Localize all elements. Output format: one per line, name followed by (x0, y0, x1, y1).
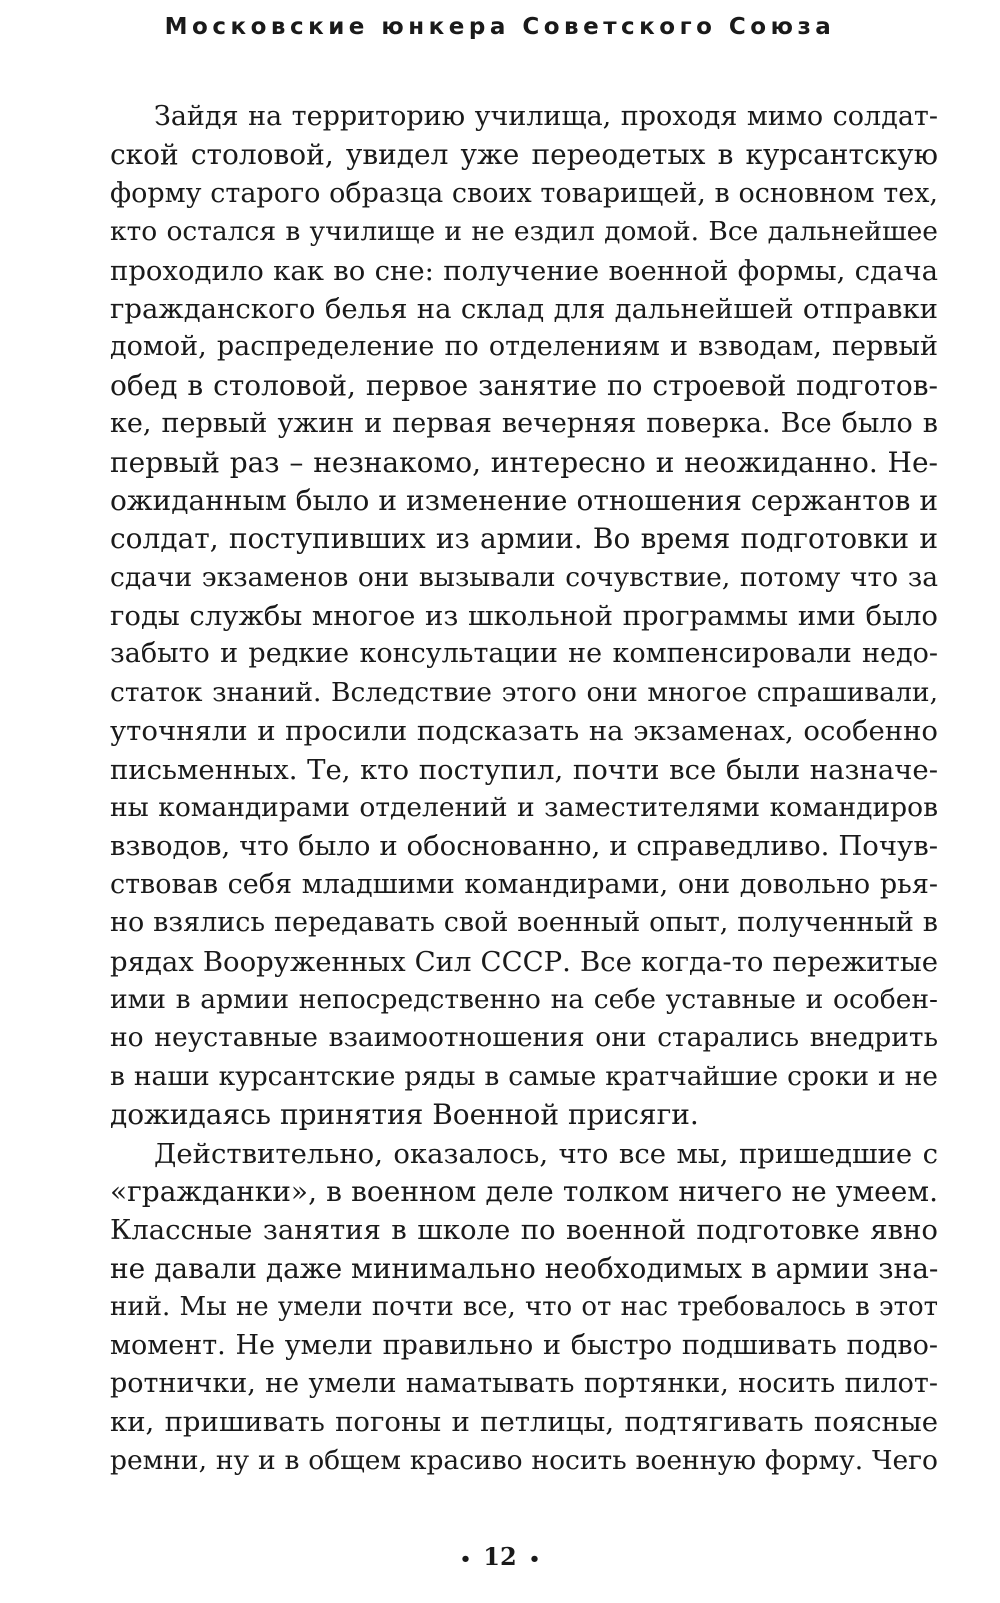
text-line: но неуставные взаимоотношения они старались внедрить (110, 1022, 938, 1054)
text-line: сдачи экзаменов они вызывали сочувствие, потому что за (110, 561, 938, 593)
text-line: ний. Мы не умели почти все, что от нас требовалось в этот (110, 1292, 938, 1323)
body-text (110, 98, 938, 1480)
text-line: забыто и редкие консультации не компенсировали недо- (110, 638, 938, 670)
text-line: гражданского белья на склад для дальнейшей отправки (110, 292, 938, 325)
text-line: домой, распределение по отделениям и взводам, первый (110, 331, 938, 363)
text-line: солдат, поступивших из армии. Во время подготовки и (110, 522, 938, 556)
text-line: уточняли и просили подсказать на экзаменах, особенно (110, 715, 938, 748)
text-line: форму старого образца своих товарищей, в основном тех, (110, 177, 938, 209)
text-line: ны командирами отделений и заместителями командиров (110, 792, 938, 824)
paragraph-1 (110, 98, 938, 1135)
text-line: обед в столовой, первое занятие по строевой подготов- (110, 368, 938, 402)
text-line: годы службы многое из школьной программы ими было (110, 600, 938, 633)
footer-dot-right: • (528, 1549, 541, 1570)
text-line: «гражданки», в военном деле толком ничего не умеем. (110, 1174, 938, 1208)
text-line: ремни, ну и в общем красиво носить военную форму. Чего (110, 1444, 938, 1476)
text-line: ки, пришивать погоны и петлицы, подтягивать поясные (110, 1406, 938, 1439)
text-line: ской столовой, увидел уже переодетых в курсантскую (110, 138, 938, 172)
text-line: Действительно, оказалось, что все мы, пришедшие с (154, 1137, 938, 1170)
text-line: проходило как во сне: получение военной формы, сдача (110, 254, 938, 287)
text-line: момент. Не умели правильно и быстро подшивать подво- (110, 1329, 938, 1361)
text-line: статок знаний. Вследствие этого они многое спрашивали, (110, 676, 938, 708)
page-number: 12 (483, 1542, 517, 1571)
text-line: Зайдя на территорию училища, проходя мимо солдат- (154, 101, 938, 132)
text-line: ствовав себя младшими командирами, они довольно рья- (110, 868, 938, 900)
text-line: первый раз – незнакомо, интересно и неожиданно. Не- (110, 445, 938, 479)
text-line: Классные занятия в школе по военной подготовке явно (110, 1214, 938, 1247)
text-line: ими в армии непосредственно на себе уставные и особен- (110, 983, 938, 1015)
text-line: рядах Вооруженных Сил СССР. Все когда-то пережитые (110, 945, 938, 978)
text-line: дожидаясь принятия Военной присяги. (110, 1098, 699, 1132)
paragraph-2 (110, 1135, 938, 1481)
text-line: но взялись передавать свой военный опыт, полученный в (110, 907, 938, 939)
text-line: ротнички, не умели наматывать портянки, носить пилот- (110, 1367, 938, 1399)
text-line: взводов, что было и обоснованно, и справедливо. Почув- (110, 830, 938, 863)
text-line: ожиданным было и изменение отношения сержантов и (110, 483, 938, 517)
footer-dot-left: • (459, 1549, 472, 1570)
running-header: Московские юнкера Советского Союза (164, 14, 836, 40)
text-line: не давали даже минимально необходимых в армии зна- (110, 1251, 938, 1285)
text-line: в наши курсантские ряды в самые кратчайшие сроки и не (110, 1060, 938, 1092)
text-line: письменных. Те, кто поступил, почти все были назначе- (110, 753, 938, 786)
text-line: ке, первый ужин и первая вечерняя поверка. Все было в (110, 408, 938, 440)
page-number-footer (0, 1542, 1000, 1571)
text-line: кто остался в училище и не ездил домой. Все дальнейшее (110, 216, 938, 248)
